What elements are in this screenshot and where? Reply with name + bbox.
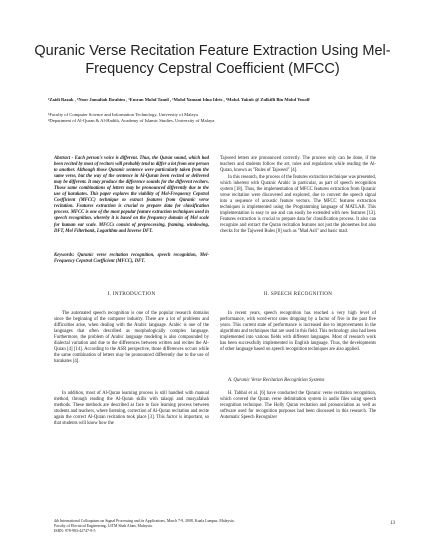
section-heading-speech-recognition: II. SPEECH RECOGNITION <box>263 291 333 297</box>
footer-line-3: ISBN: 978-983-42747-9-5 <box>54 529 96 533</box>
subsection-heading: A. Quranic Verse Recitation Recognition Systems <box>228 378 325 383</box>
intro-paragraph-2: In addition, most of Al-Quran learning process is still handled with manual method, through reading the Al-Quran skills with talaqqi and musyafahah methods. These methods are described as face to face learning process between students and teachers, where listening, correction of Al-Quran recitation and recite again the correct Al-Quran recitation took place [3]. This factor is important, so that students will know how the <box>54 391 209 427</box>
footer-line-2: Faculty of Electrical Engineering, UiTM Shah Alam, Malaysia. <box>54 524 153 528</box>
speech-recognition-paragraph: In recent years, speech recognition has reached a very high level of performance, with word-error rates dropping by a factor of five in the past five years. This current state of performance is increased due to improvements in the algorithms and techniques that are used in this field. This technology also had been implemented into various fields with different languages. Most of research work has been successfully implemented in English language. Thus, the developments of other language based on speech recognition techniques are also applied. <box>220 311 376 353</box>
section-heading-introduction: I. INTRODUCTION <box>107 291 156 297</box>
intro-paragraph-1: The automated speech recognition is one of the popular research domains since the beginning of the computer industry. There are a lot of problems and difficulties arise, when dealing with the Arabic language. Arabic is one of the languages that often described as morphologically complex language. Furthermore, the problem of Arabic language modeling is also compounded by dialectal variation and due to the differences between written and recites the Al-Quran [4] [14]. According to the ASR perspective, those differences occurs while the same combination of letters may be pronounced differently due to the use of harakates [4]. <box>54 311 209 365</box>
conference-footer <box>54 519 374 534</box>
affiliation-1: ¹Faculty of Computer Science and Information Technology, University of Malaya <box>48 112 198 117</box>
footer-line-1: 4th International Colloquium on Signal Processing and its Applications, March 7-9, 2008, Kuala Lumpur, Malaysia. <box>54 519 235 523</box>
affiliations <box>48 112 388 124</box>
abstract: Abstract - Each person's voice is different. Thus, the Quran sound, which had been recited by most of recitors will probably tend to differ a lot from one person to another. Although those Quranic sentence were particularly taken from the same verse, but the way of the sentence in Al-Quran been recited or delivered may be different. It may produce the difference sounds for the different recitors. Those same combinations of letters may be pronounced differently due to the use of harakates. This paper explores the viability of Mel-Frequency Cepstral Coefficient (MFCC) technique to extract features from Quranic verse recitation. Features extraction is crucial to prepare data for classification process. MFCC is one of the most popular feature extraction techniques used in speech recognition, whereby it is based on the frequency domain of Mel scale for human ear scale. MFCCs consist of preprocessing, framing, windowing, DFT, Mel Filterbank, Logarithm and Inverse DFT. <box>54 156 209 234</box>
right-paragraph-2: In this research, the process of the features extraction technique was presented, which inherent with Quranic Arabic in particular, as part of speech recognition system [18]. Thus, the implementation of MFCC features extraction from Quranic verse recitation were discovered and explored, due to convert the speech signal into a sequence of acoustic feature vectors. The MFCC features extraction techniques is implemented using the Programming language of MATLAB. This implementation is easy to use and can easily be extended with new features [13]. Features extraction is crucial to prepare data for classification process. It also can recognize and extract the Quran recitation features not just the phonemes but also checks for the Tajweed Rules [8] such as "Mad Asli" and basic mad. <box>220 175 376 235</box>
subsection-paragraph: H. Tabbal et al. [6] have conducted the Quranic verse recitation recognition, which covered the Quran verse delimitation system in audio files using speech recognition technique. The Holly Quran recitation and pronunciation as well as software used for recognition purposes had been discussed in this research. The Automatic Speech Recognizer <box>220 391 376 421</box>
affiliation-2: ²Department of Al-Quran & Al-Hadith, Academy of Islamic Studies, University of Malaya <box>48 118 215 123</box>
page-number: 13 <box>390 521 395 526</box>
right-paragraph-1: Tajweed letters are pronounced correctly. The process only can be done, if the teachers and students follow the art, rules and regulations while reading the Al-Quran, known as "Rules of Tajweed" [4]. <box>220 156 376 174</box>
author-list: ¹Zaidi Razak , ¹Noor Jamaliah Ibrahim , ¹Emran Mohd Tamil , ¹Mohd Yamani Idna Idris , ²Mohd. Yakub @ Zulkifli Bin Mohd Yusoff <box>48 97 310 102</box>
paper-title: Quranic Verse Recitation Feature Extraction Using Mel-Frequency Cepstral Coefficient (MFCC) <box>34 43 391 77</box>
keywords: Keywords: Quranic verse recitation recognition, speech recognition, Mel-Frequency Cepstral Coefficient (MFCC), DFT. <box>54 253 209 265</box>
